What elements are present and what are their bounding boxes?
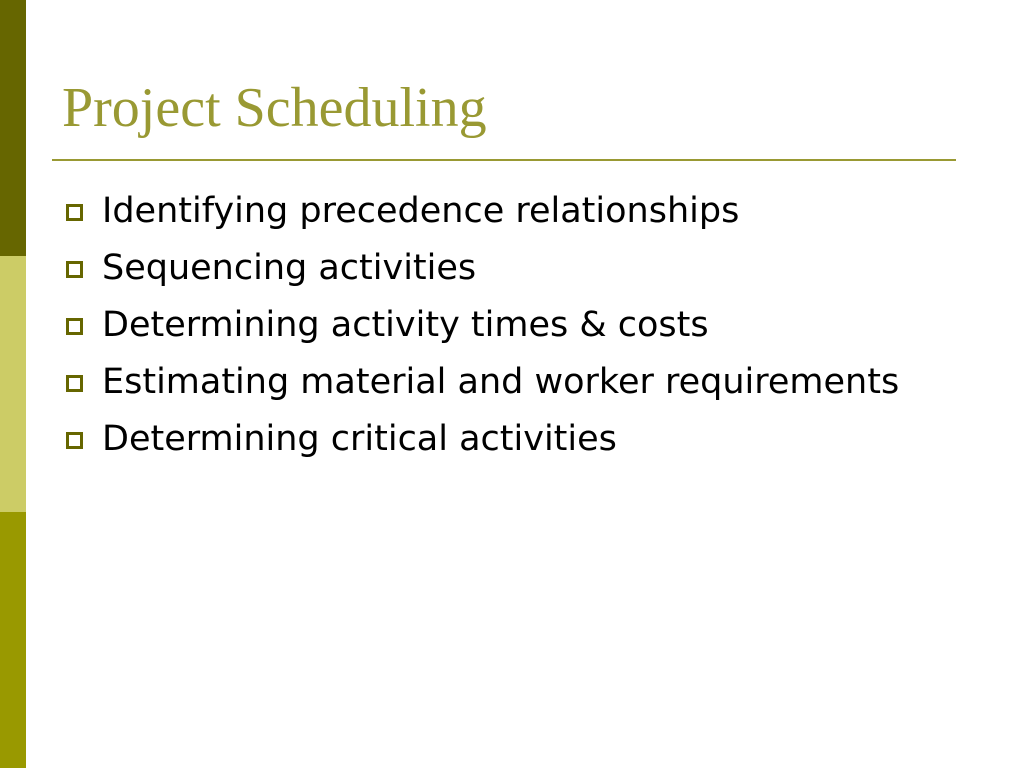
bullet-text: Sequencing activities	[102, 248, 477, 288]
bullet-text: Determining activity times & costs	[102, 305, 709, 345]
hollow-square-bullet-icon	[66, 375, 83, 392]
bullet-text: Identifying precedence relationships	[102, 191, 740, 231]
side-bar-light-segment	[0, 256, 26, 512]
slide-title: Project Scheduling	[62, 77, 487, 139]
bullet-list	[66, 188, 946, 473]
hollow-square-bullet-icon	[66, 261, 83, 278]
bullet-text: Estimating material and worker requirements	[102, 362, 900, 402]
bullet-item	[66, 245, 946, 291]
bullet-item	[66, 188, 946, 234]
side-bar-olive-segment	[0, 512, 26, 768]
bullet-item	[66, 359, 946, 405]
hollow-square-bullet-icon	[66, 318, 83, 335]
side-bar-dark-segment	[0, 0, 26, 256]
hollow-square-bullet-icon	[66, 204, 83, 221]
bullet-item	[66, 302, 946, 348]
bullet-text: Determining critical activities	[102, 419, 617, 459]
hollow-square-bullet-icon	[66, 432, 83, 449]
bullet-item	[66, 416, 946, 462]
title-divider	[52, 159, 956, 161]
